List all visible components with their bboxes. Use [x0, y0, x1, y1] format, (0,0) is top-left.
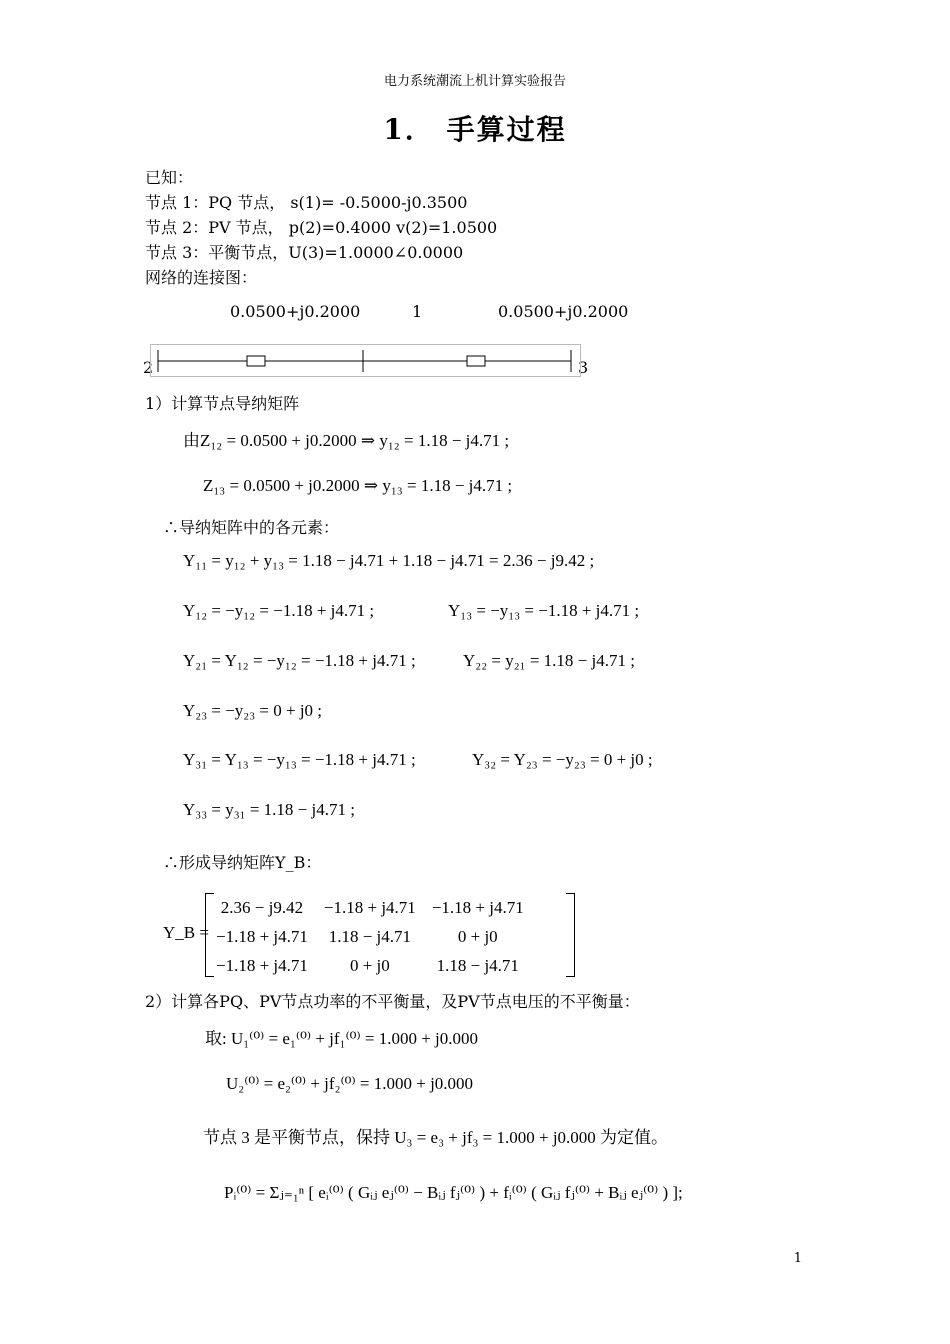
- matrix-lhs: Y_B =: [163, 923, 209, 942]
- matrix-cell: 0 + j0: [349, 955, 390, 975]
- matrix-cell: 2.36 − j9.42: [220, 897, 304, 917]
- equation-y32: Y₃₂ = Y₂₃ = −y₂₃ = 0 + j0 ;: [472, 750, 653, 769]
- network-label: 网络的连接图：: [145, 268, 258, 287]
- step-1-title: 1）计算节点导纳矩阵: [145, 394, 300, 413]
- page-header: 电力系统潮流上机计算实验报告: [383, 74, 566, 89]
- matrix-right-bracket: [566, 893, 575, 977]
- section-title: 1． 手算过程: [383, 113, 567, 146]
- matrix-row: [208, 951, 532, 980]
- left-node-label: 2: [143, 358, 154, 377]
- right-node-label: 3: [578, 358, 589, 377]
- equation-y12: Y₁₂ = −y₁₂ = −1.18 + j4.71 ;: [183, 601, 375, 620]
- equation-y23: Y₂₃ = −y₂₃ = 0 + j0 ;: [183, 701, 323, 720]
- equation-y33: Y₃₃ = y₃₁ = 1.18 − j4.71 ;: [183, 800, 355, 819]
- matrix-cell: −1.18 + j4.71: [431, 897, 524, 917]
- matrix-row: [208, 922, 532, 951]
- equation-z12: 由Z₁₂ = 0.0500 + j0.2000 ⇒ y₁₂ = 1.18 − j4.71 ;: [183, 431, 510, 450]
- equation-p-injection: Pᵢ⁽⁰⁾ = Σⱼ₌₁ⁿ [ eᵢ⁽⁰⁾ ( Gᵢⱼ eⱼ⁽⁰⁾ − Bᵢⱼ fⱼ⁽⁰⁾ ) + fᵢ⁽⁰⁾ ( Gᵢⱼ fⱼ⁽⁰⁾ + Bᵢⱼ eⱼ⁽⁰⁾ ) ];: [224, 1183, 683, 1202]
- equation-y22: Y₂₂ = y₂₁ = 1.18 − j4.71 ;: [463, 651, 635, 670]
- admittance-matrix: [208, 893, 532, 980]
- known-label: 已知：: [145, 168, 194, 187]
- middle-node-label: 1: [412, 302, 423, 321]
- equation-u2: U₂⁽⁰⁾ = e₂⁽⁰⁾ + jf₂⁽⁰⁾ = 1.000 + j0.000: [226, 1074, 474, 1093]
- equation-y21: Y₂₁ = Y₁₂ = −y₁₂ = −1.18 + j4.71 ;: [183, 651, 416, 670]
- matrix-cell: 0 + j0: [457, 926, 498, 946]
- matrix-row: [208, 893, 532, 922]
- matrix-cell: 1.18 − j4.71: [328, 926, 412, 946]
- equation-y13: Y₁₃ = −y₁₃ = −1.18 + j4.71 ;: [448, 601, 640, 620]
- matrix-cell: −1.18 + j4.71: [323, 897, 416, 917]
- form-matrix-label: ∴形成导纳矩阵Y_B：: [163, 853, 322, 872]
- equation-u3: 节点 3 是平衡节点，保持 U₃ = e₃ + jf₃ = 1.000 + j0.000 为定值。: [203, 1128, 669, 1147]
- network-diagram: [150, 344, 590, 378]
- equation-y31: Y₃₁ = Y₁₃ = −y₁₃ = −1.18 + j4.71 ;: [183, 750, 416, 769]
- node-2-line: 节点 2：PV 节点， p(2)=0.4000 v(2)=1.0500: [145, 218, 498, 237]
- equation-u1: 取: U₁⁽⁰⁾ = e₁⁽⁰⁾ + jf₁⁽⁰⁾ = 1.000 + j0.000: [205, 1029, 479, 1048]
- equation-y11: Y₁₁ = y₁₂ + y₁₃ = 1.18 − j4.71 + 1.18 − j4.71 = 2.36 − j9.42 ;: [183, 551, 595, 570]
- matrix-cell: 1.18 − j4.71: [436, 955, 519, 975]
- node-3-line: 节点 3：平衡节点，U(3)=1.0000∠0.0000: [145, 243, 464, 262]
- matrix-cell: −1.18 + j4.71: [216, 926, 308, 946]
- node-1-line: 节点 1：PQ 节点， s(1)= -0.5000-j0.3500: [145, 193, 468, 212]
- impedance-box-left: [247, 356, 265, 366]
- elements-label: ∴导纳矩阵中的各元素：: [163, 518, 340, 537]
- left-impedance-label: 0.0500+j0.2000: [230, 302, 361, 321]
- step-2-title: 2）计算各PQ、PV节点功率的不平衡量，及PV节点电压的不平衡量：: [145, 992, 640, 1011]
- right-impedance-label: 0.0500+j0.2000: [498, 302, 629, 321]
- equation-z13: Z₁₃ = 0.0500 + j0.2000 ⇒ y₁₃ = 1.18 − j4.71 ;: [203, 476, 513, 495]
- matrix-cell: −1.18 + j4.71: [216, 955, 308, 975]
- page-number: 1: [793, 1251, 802, 1266]
- impedance-box-right: [467, 356, 485, 366]
